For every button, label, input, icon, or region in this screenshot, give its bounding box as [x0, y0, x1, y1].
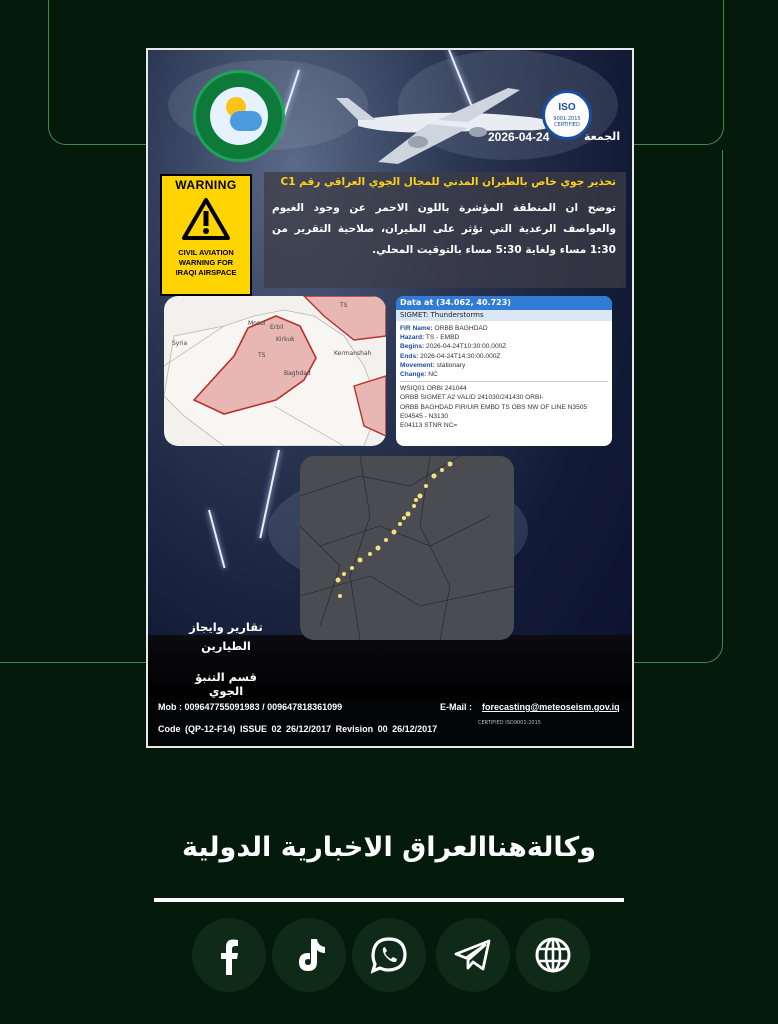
map-label-baghdad: Baghdad: [284, 370, 311, 377]
weather-bulletin-card: [146, 48, 634, 748]
notice-box: [264, 172, 626, 288]
divider: [154, 898, 624, 902]
warning-title: WARNING: [175, 178, 237, 192]
telegram-button[interactable]: [436, 918, 510, 992]
sigmet-row: Ends: 2026-04-24T14:30:00.000Z: [400, 352, 501, 360]
certification-note: CERTIFIED ISO9001:2015: [478, 720, 541, 726]
forecast-department-label: قسم التنبؤ الجوي: [195, 670, 257, 698]
tiktok-button[interactable]: [272, 918, 346, 992]
iso-label: ISO: [558, 102, 576, 113]
map-label-syria: Syria: [172, 340, 188, 347]
tiktok-icon: [289, 935, 329, 975]
bulletin-date: 2026-04-24: [488, 130, 550, 144]
notice-title: تحذير جوي خاص بالطيران المدني للمجال الجوي العراقي رقم C1: [280, 176, 616, 188]
map-label-ts-north: TS: [340, 302, 348, 309]
facebook-icon: [209, 935, 249, 975]
notice-body: توضح ان المنطقة المؤشرة باللون الاحمر عن وجود الغيوم والعواصف الرعدية التي تؤثر على الطيران، صلاحية التقرير من 1:30 مساء ولغاية 5:30 مساء بالتوقيت المحلي.: [272, 202, 616, 256]
sigmet-row: FIR Name: ORBB BAGHDAD: [400, 325, 488, 332]
sigmet-raw-line: WSIQ01 ORBI 241044: [400, 385, 467, 393]
agency-name: وكالةهناالعراق الاخبارية الدولية: [182, 832, 596, 863]
warning-triangle-icon: [182, 198, 230, 240]
sigmet-area-map: [164, 296, 386, 446]
email-link[interactable]: forecasting@meteoseism.gov.iq: [482, 702, 620, 712]
warning-sign: [160, 174, 252, 296]
bulletin-day: الجمعة: [584, 130, 621, 143]
whatsapp-button[interactable]: [352, 918, 426, 992]
pilot-reports-label: تقارير وايجاز الطيارين: [189, 620, 263, 653]
lightning-map: [300, 456, 514, 640]
website-button[interactable]: [516, 918, 590, 992]
warning-text: CIVIL AVIATION WARNING FOR IRAQI AIRSPACE: [175, 248, 237, 277]
sigmet-info-panel: [396, 296, 612, 446]
cloud-icon: [230, 111, 262, 131]
mobile-numbers: Mob : 009647755091983 / 009647818361099: [158, 702, 343, 712]
iraq-map-outline: [164, 296, 386, 446]
sigmet-subheader: SIGMET: Thunderstorms: [396, 310, 612, 321]
sigmet-header: Data at (34.062, 40.723): [396, 296, 612, 310]
telegram-icon: [453, 935, 493, 975]
map-label-kirkuk: Kirkuk: [276, 336, 295, 343]
map-label-ts-center: TS: [258, 352, 266, 359]
sigmet-row: Hazard: TS - EMBD: [400, 334, 460, 342]
sigmet-raw-line: ORBB SIGMET A2 VALID 241030/241430 ORBI-: [400, 394, 544, 402]
sigmet-row: Begins: 2026-04-24T10:30:00.000Z: [400, 343, 507, 351]
contact-bar: [148, 698, 632, 746]
document-code: Code (QP-12-F14) ISSUE 02 26/12/2017 Revision 00 26/12/2017: [158, 724, 438, 734]
sigmet-raw-line: E04545 - N3130: [400, 412, 449, 420]
sigmet-raw-line: E04113 STNR NC=: [400, 422, 458, 430]
airplane-icon: [318, 80, 558, 170]
facebook-button[interactable]: [192, 918, 266, 992]
meteorology-logo: [193, 70, 285, 162]
whatsapp-icon: [369, 935, 409, 975]
map-label-mosul: Mosul: [248, 320, 266, 327]
map-label-kermanshah: Kermanshah: [334, 350, 372, 357]
map-label-erbil: Erbil: [270, 324, 284, 331]
lightning-strikes: [336, 462, 453, 599]
iso-sub: 9001:2015 CERTIFIED: [553, 116, 581, 128]
sigmet-row: Movement: stationary: [400, 361, 466, 369]
sigmet-row: Change: NC: [400, 371, 438, 379]
globe-icon: [533, 935, 573, 975]
sigmet-raw-line: ORBB BAGHDAD FIR/UIR EMBD TS OBS NW OF LINE N3505: [400, 403, 588, 411]
email-label: E-Mail :: [440, 702, 473, 712]
sigmet-rows: [400, 324, 608, 430]
